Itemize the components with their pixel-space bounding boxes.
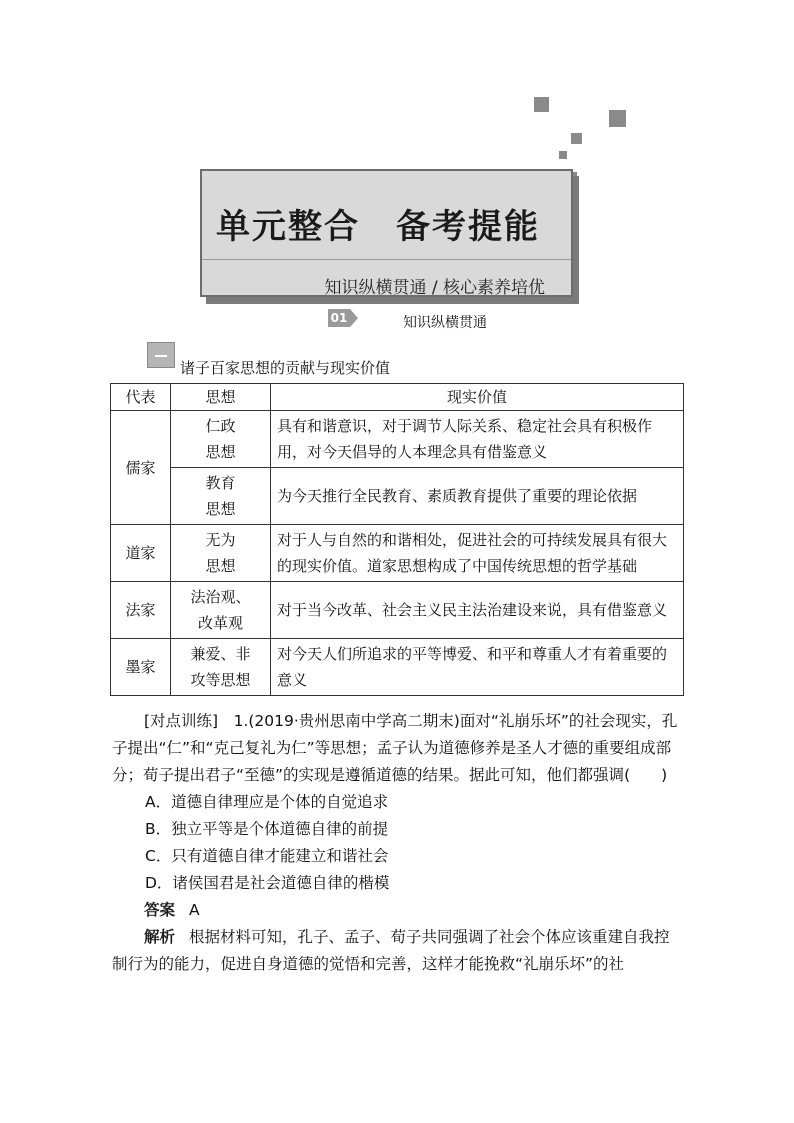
value-cell: 对于人与自然的和谐相处，促进社会的可持续发展具有很大的现实价值。道家思想构成了中国传统思想的哲学基础 [271,525,684,582]
decorative-square [609,110,626,127]
decorative-square [559,151,567,159]
idea-line: 仁政 [205,417,236,435]
answer-value: A [189,901,200,919]
question-stem: [对点训练] 1.(2019·贵州思南中学高二期末)面对“礼崩乐坏”的社会现实，孔子提出“仁”和“克己复礼为仁”等思想；孟子认为道德修养是圣人才德的重要组成部分；荀子提出君子“至德”的实现是遵循道德的结果。据此可知，他们都强调( ) [112,712,678,784]
idea-line: 兼爱、非 [190,645,251,663]
value-cell: 对于当今改革、社会主义民主法治建设来说，具有借鉴意义 [271,582,684,639]
table-row [111,411,684,468]
idea-cell [171,411,271,468]
table-header-row [111,384,684,411]
topic-title: 诸子百家思想的贡献与现实价值 [180,359,391,377]
section-number-badge: 01 [328,309,350,327]
table-row [111,468,684,525]
banner-divider [202,259,571,260]
idea-line: 教育 [205,474,236,492]
table-header-cell: 代表 [111,384,171,411]
value-cell: 对今天人们所追求的平等博爱、和平和尊重人才有着重要的意义 [271,639,684,696]
idea-cell [171,582,271,639]
school-cell: 儒家 [111,411,171,525]
analysis-label: 解析 [144,928,176,946]
table-row [111,582,684,639]
decorative-square [571,133,582,144]
banner-title: 单元整合 备考提能 [216,207,540,247]
option-b: B．独立平等是个体道德自律的前提 [145,820,389,838]
school-cell: 法家 [111,582,171,639]
idea-line: 思想 [205,500,236,518]
unit-banner [200,169,573,297]
answer-label: 答案 [144,901,176,919]
value-cell: 具有和谐意识，对于调节人际关系、稳定社会具有积极作用，对今天倡导的人本理念具有借鉴意义 [271,411,684,468]
school-cell: 道家 [111,525,171,582]
idea-line: 法治观、 [190,588,251,606]
thought-value-table [110,383,684,696]
topic-marker-icon [147,342,175,368]
analysis-paragraph [112,924,684,978]
option-c: C．只有道德自律才能建立和谐社会 [145,847,389,865]
idea-line: 思想 [205,557,236,575]
table-header-cell: 思想 [171,384,271,411]
idea-line: 攻等思想 [190,671,251,689]
decorative-square [534,97,549,112]
idea-line: 无为 [205,531,236,549]
school-cell: 墨家 [111,639,171,696]
table-row [111,639,684,696]
practice-question [112,708,684,978]
answer-line [112,897,684,924]
option-d: D．诸侯国君是社会道德自律的楷模 [145,874,390,892]
value-cell: 为今天推行全民教育、素质教育提供了重要的理论依据 [271,468,684,525]
table-row [111,525,684,582]
section-title: 知识纵横贯通 [403,315,487,331]
idea-cell [171,468,271,525]
banner-subtitle: 知识纵横贯通 / 核心素养培优 [324,278,545,298]
idea-line: 思想 [205,443,236,461]
analysis-text: 根据材料可知，孔子、孟子、荀子共同强调了社会个体应该重建自我控制行为的能力，促进自身道德的觉悟和完善，这样才能挽救“礼崩乐坏”的社 [112,928,670,973]
idea-cell [171,525,271,582]
option-a: A．道德自律理应是个体的自觉追求 [145,793,389,811]
idea-cell [171,639,271,696]
table-header-cell: 现实价值 [271,384,684,411]
idea-line: 改革观 [197,614,243,632]
